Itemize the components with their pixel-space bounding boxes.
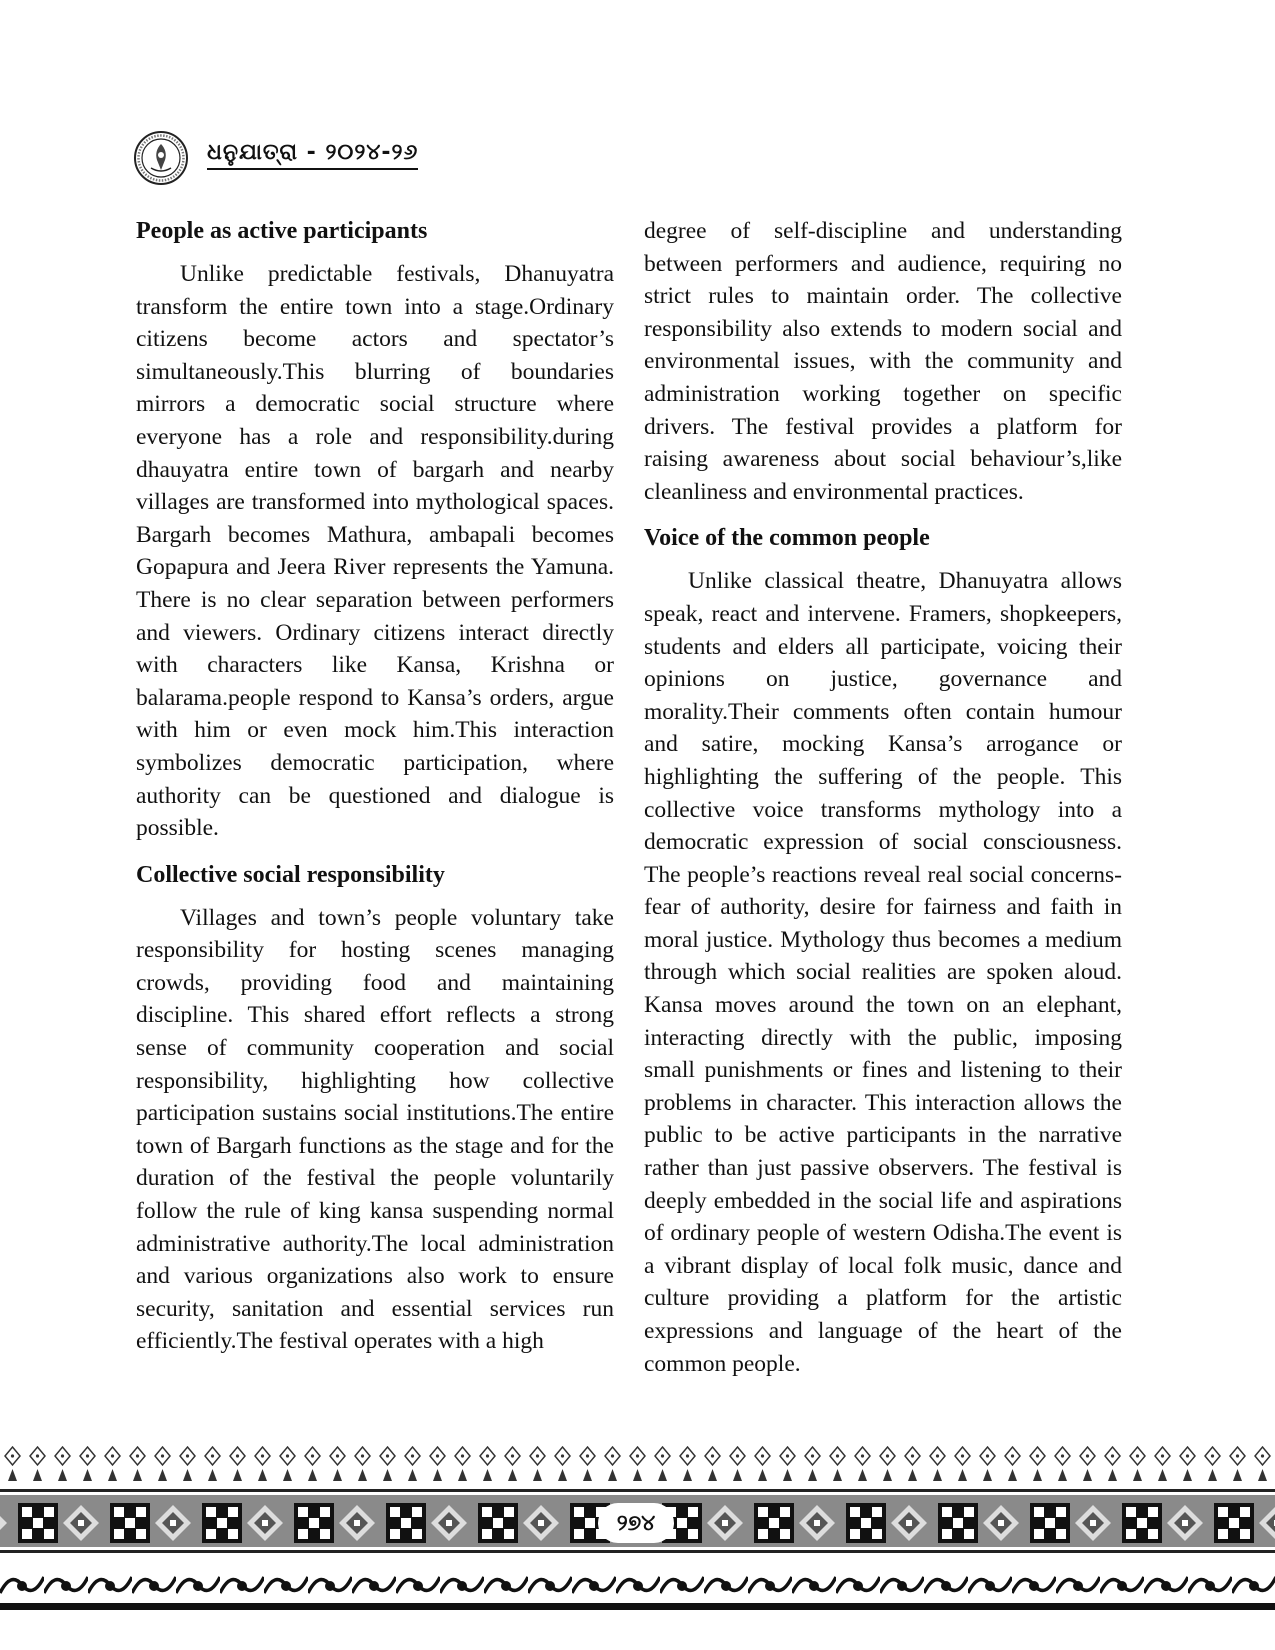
section-heading-common-people: Voice of the common people [644,525,930,552]
university-seal-icon [133,130,189,186]
paragraph-social-responsibility: Villages and town’s people voluntary take responsibility for hosting scenes managing crowds, providing food and maintaining discipline. This shared effort reflects a strong sense of community cooperation and social responsibility, highlighting how collective participation sustains social institutions.The entire town of Bargarh functions as the stage and for the duration of the festival the people voluntarily follow the rule of king kansa suspending normal administrative authority.The local administration and various organizations also work to ensure security, sanitation and essential services run efficiently.The festival operates with a high [136,904,614,1355]
paragraph-active-participants: Unlike predictable festivals, Dhanuyatra transform the entire town into a stage.Ordinary citizens become actors and spectator’s simultaneously.This blurring of boundaries mirrors a democratic social structure where everyone has a role and responsibility.during dhauyatra entire town of bargarh and nearby villages are transformed into mythological spaces. Bargarh becomes Mathura, ambapali becomes Gopapura and Jeera River represents the Yamuna. There is no clear separation between performers and viewers. Ordinary citizens interact directly with characters like Kansa, Krishna or balarama.people respond to Kansa’s orders, argue with him or even mock him.This interaction symbolizes democratic participation, where authority can be questioned and dialogue is possible. [136,261,614,842]
right-column [644,215,1122,1394]
page-number: ୨୭୪ [598,1503,674,1543]
section-heading-social-responsibility: Collective social responsibility [136,861,445,888]
paragraph-social-responsibility-continued: degree of self-discipline and understanding between performers and audience, requiring no strict rules to maintain order. The collective responsibility also extends to modern social and environmental issues, with the community and administration working together on specific drivers. The festival provides a platform for raising awareness about social behaviour’s,like cleanliness and environmental practices. [644,218,1122,505]
section-heading-active-participants: People as active participants [136,218,428,244]
paragraph-common-people: Unlike classical theatre, Dhanuyatra allows speak, react and intervene. Framers, shopkeepers, students and elders all participate, voicing their opinions on justice, governance and morality.Their comments often contain humour and satire, mocking Kansa’s arrogance or highlighting the suffering of the people. This collective voice transforms mythology into a democratic expression of social consciousness. The people’s reactions reveal real social concerns-fear of authority, desire for fairness and faith in moral justice. Mythology thus becomes a medium through which social realities are spoken aloud. Kansa moves around the town on an elephant, interacting directly with the public, imposing small punishments or fines and listening to their problems in character. This interaction allows the public to be active participants in the narrative rather than just passive observers. The festival is deeply embedded in the social life and aspirations of ordinary people of western Odisha.The event is a vibrant display of local folk music, dance and culture providing a platform for the artistic expressions and language of the heart of the common people. [644,568,1122,1377]
running-header-title: ଧନୁଯାତ୍ରା - ୨୦୨୪-୨୬ [207,140,418,170]
page-header [133,128,418,188]
left-column [136,215,614,1372]
